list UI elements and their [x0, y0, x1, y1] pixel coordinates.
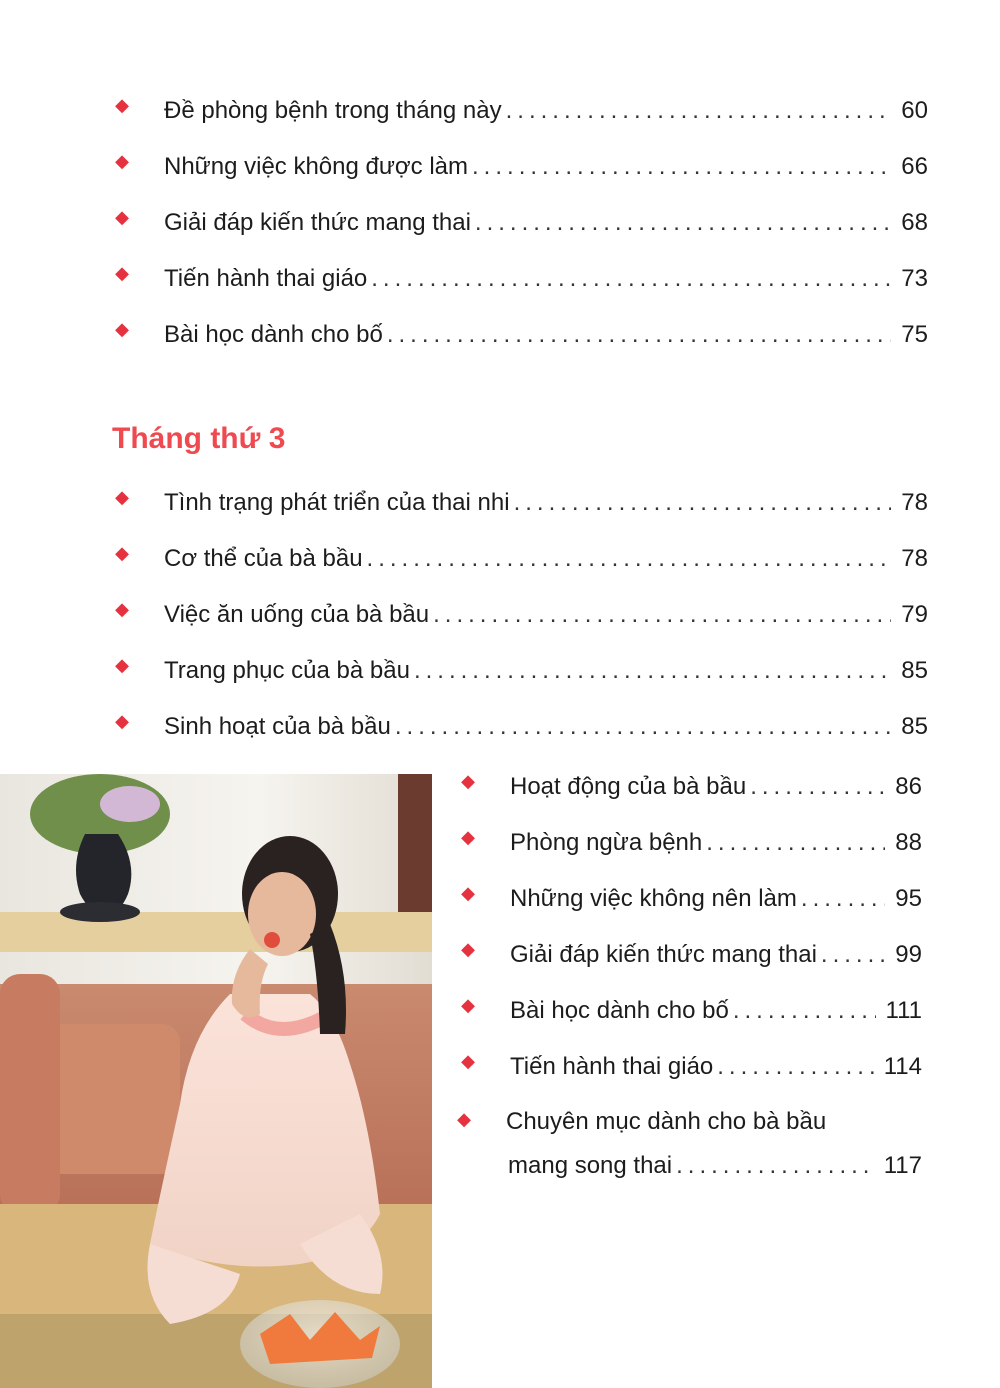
diamond-bullet-icon: ◆ [115, 263, 129, 283]
dot-leader [371, 264, 891, 294]
diamond-bullet-icon: ◆ [461, 939, 475, 959]
dot-leader [821, 940, 885, 970]
dot-leader [506, 96, 892, 126]
diamond-bullet-icon: ◆ [457, 1109, 471, 1129]
toc-list-month3 [115, 478, 928, 768]
dot-leader [733, 996, 876, 1026]
toc-list-month2 [115, 86, 928, 376]
toc-entry-page: 75 [901, 321, 928, 348]
dot-leader [433, 600, 891, 630]
toc-entry-title: Tình trạng phát triển của thai nhi [164, 489, 510, 516]
toc-entry-title: Giải đáp kiến thức mang thai [164, 209, 471, 236]
dot-leader [676, 1144, 874, 1188]
toc-entry-page: 66 [901, 153, 928, 180]
diamond-bullet-icon: ◆ [115, 207, 129, 227]
toc-entry[interactable] [461, 762, 922, 802]
toc-entry-page: 95 [895, 885, 922, 912]
diamond-bullet-icon: ◆ [115, 543, 129, 563]
toc-entry[interactable] [115, 142, 928, 182]
diamond-bullet-icon: ◆ [115, 319, 129, 339]
toc-entry-page: 114 [883, 1053, 922, 1080]
diamond-bullet-icon: ◆ [461, 827, 475, 847]
dot-leader [717, 1052, 873, 1082]
section-heading-month3: Tháng thứ 3 [112, 422, 286, 455]
toc-entry[interactable] [461, 986, 922, 1026]
toc-entry-page: 78 [901, 545, 928, 572]
dot-leader [475, 208, 891, 238]
dot-leader [387, 320, 891, 350]
dot-leader [514, 488, 892, 518]
dot-leader [472, 152, 891, 182]
diamond-bullet-icon: ◆ [461, 1051, 475, 1071]
toc-entry-page: 78 [901, 489, 928, 516]
toc-entry[interactable] [461, 930, 922, 970]
toc-entry[interactable] [115, 254, 928, 294]
toc-entry[interactable] [461, 818, 922, 858]
diamond-bullet-icon: ◆ [461, 995, 475, 1015]
toc-entry[interactable] [115, 478, 928, 518]
toc-entry-page: 68 [901, 209, 928, 236]
toc-entry-title: Những việc không được làm [164, 153, 469, 180]
dot-leader [395, 712, 891, 742]
diamond-bullet-icon: ◆ [461, 883, 475, 903]
toc-entry[interactable] [461, 1042, 922, 1082]
toc-entry-title-line1: Chuyên mục dành cho bà bầu [506, 1108, 827, 1135]
toc-entry-page: 111 [885, 997, 922, 1024]
toc-entry-page: 85 [901, 713, 928, 740]
toc-entry[interactable] [461, 874, 922, 914]
diamond-bullet-icon: ◆ [115, 151, 129, 171]
diamond-bullet-icon: ◆ [115, 655, 129, 675]
toc-entry-title: Giải đáp kiến thức mang thai [510, 941, 817, 968]
dot-leader [801, 884, 885, 914]
diamond-bullet-icon: ◆ [461, 771, 475, 791]
toc-entry-page: 79 [901, 601, 928, 628]
toc-entry-page: 99 [895, 941, 922, 968]
toc-entry[interactable] [115, 198, 928, 238]
toc-entry[interactable] [115, 702, 928, 742]
toc-entry-title-line2: mang song thai [508, 1152, 673, 1179]
toc-entry-title: Đề phòng bệnh trong tháng này [164, 97, 502, 124]
dot-leader [706, 828, 885, 858]
pregnant-woman-eating-photo [0, 774, 432, 1388]
diamond-bullet-icon: ◆ [115, 95, 129, 115]
toc-entry[interactable] [115, 534, 928, 574]
toc-entry-title: Việc ăn uống của bà bầu [164, 601, 430, 628]
toc-entry-title: Những việc không nên làm [510, 885, 797, 912]
toc-entry-title: Bài học dành cho bố [510, 997, 729, 1024]
toc-entry-page: 85 [901, 657, 928, 684]
toc-entry-title: Hoạt động của bà bầu [510, 773, 747, 800]
dot-leader [414, 656, 891, 686]
diamond-bullet-icon: ◆ [115, 487, 129, 507]
toc-entry-title: Trang phục của bà bầu [164, 657, 410, 684]
dot-leader [367, 544, 892, 574]
toc-entry-page: 60 [901, 97, 928, 124]
toc-entry-title: Cơ thể của bà bầu [164, 545, 363, 572]
toc-entry-title: Bài học dành cho bố [164, 321, 383, 348]
toc-entry-page: 86 [895, 773, 922, 800]
toc-list-right [457, 762, 922, 1202]
diamond-bullet-icon: ◆ [115, 599, 129, 619]
toc-entry-title: Tiến hành thai giáo [510, 1053, 714, 1080]
toc-entry[interactable] [115, 310, 928, 350]
toc-entry-title: Sinh hoạt của bà bầu [164, 713, 391, 740]
dot-leader [750, 772, 885, 802]
toc-entry-title: Phòng ngừa bệnh [510, 829, 703, 856]
toc-entry-page: 88 [895, 829, 922, 856]
toc-entry-title: Tiến hành thai giáo [164, 265, 368, 292]
diamond-bullet-icon: ◆ [115, 711, 129, 731]
toc-entry[interactable] [115, 86, 928, 126]
toc-entry[interactable] [115, 590, 928, 630]
toc-entry-multiline[interactable] [457, 1100, 922, 1180]
toc-entry-page: 73 [901, 265, 928, 292]
toc-entry[interactable] [115, 646, 928, 686]
toc-entry-page: 117 [883, 1152, 922, 1179]
